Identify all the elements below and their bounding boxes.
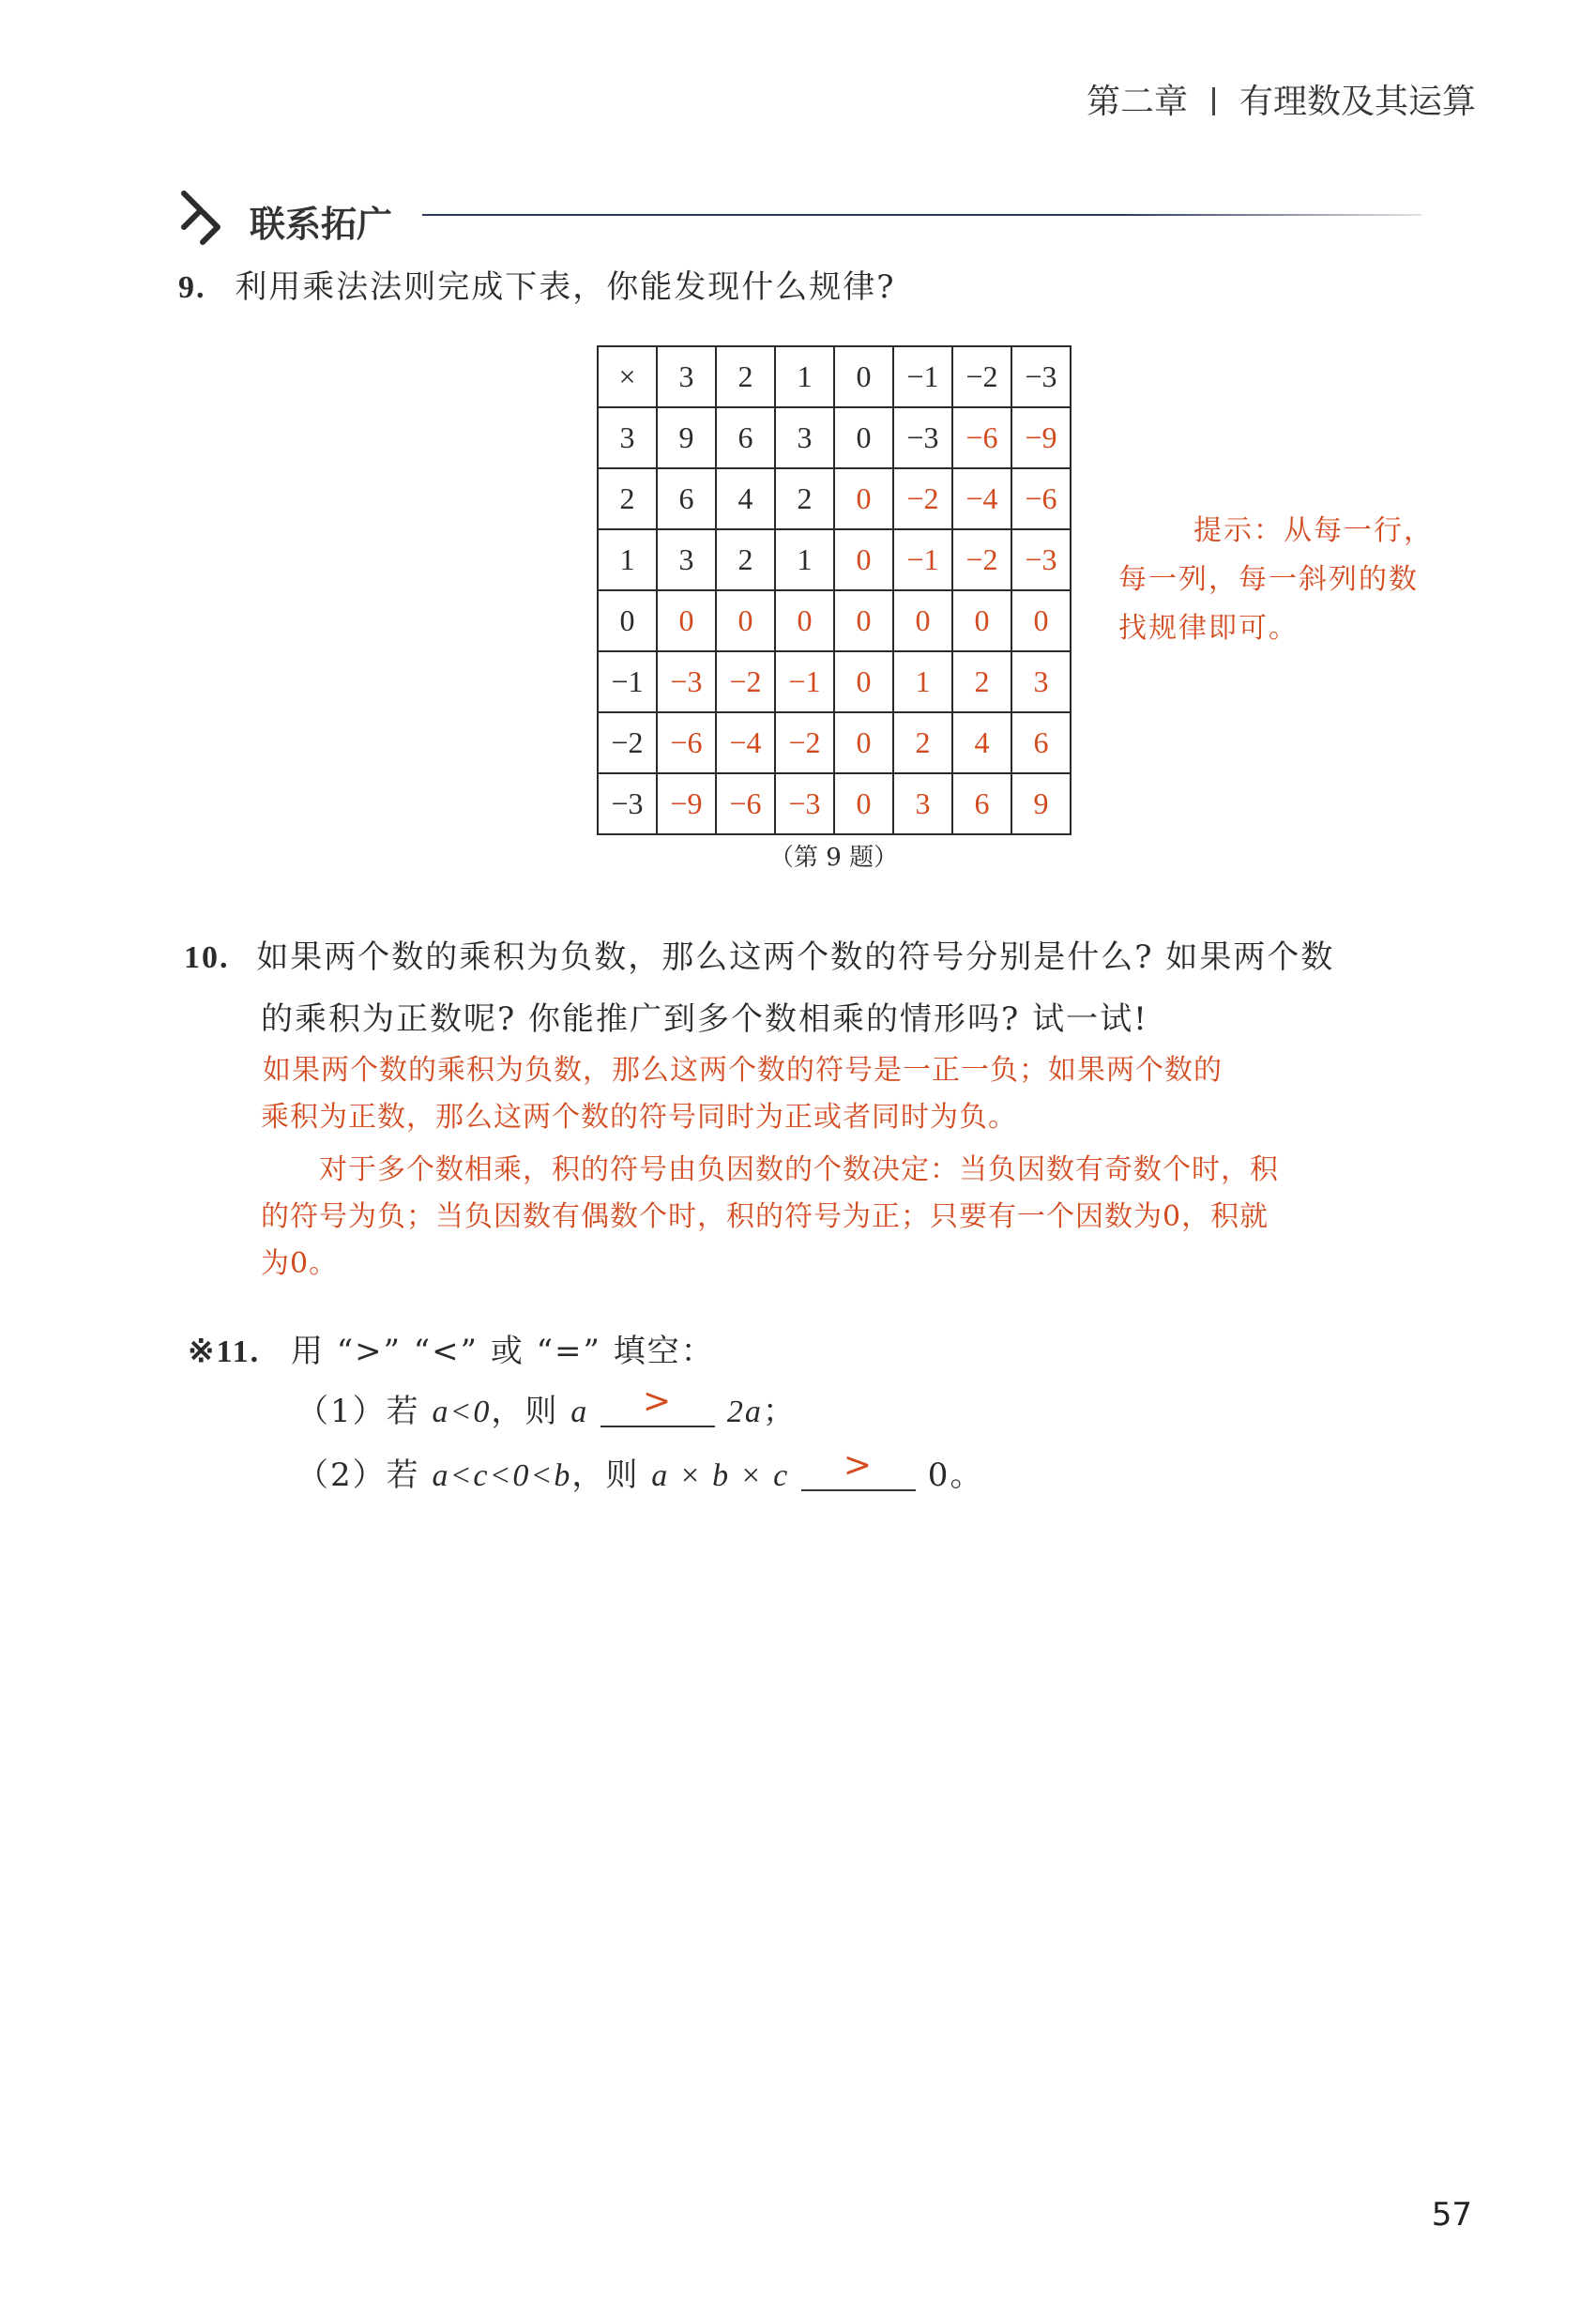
table-cell: 3 (657, 529, 716, 590)
answer-text: > (843, 1446, 874, 1485)
table-header-cell: 2 (598, 468, 657, 529)
table-cell: 0 (1011, 590, 1071, 651)
question-text: 如果两个数的乘积为负数，那么这两个数的符号分别是什么? 如果两个数 (256, 938, 1335, 976)
answer-blank[interactable] (801, 1446, 916, 1491)
question-11 (188, 1325, 715, 1371)
question-number: 9. (178, 270, 206, 305)
answer-line: 为0。 (261, 1247, 339, 1280)
table-cell: −3 (893, 407, 952, 468)
table-cell: 4 (716, 468, 775, 529)
table-header-cell: 1 (775, 346, 834, 407)
header-separator (1212, 87, 1215, 115)
item-label: （2）若 (296, 1457, 433, 1494)
question-9 (178, 261, 896, 307)
table-cell: −1 (893, 529, 952, 590)
table-cell: −6 (952, 407, 1011, 468)
question-text: 用 “>” “<” 或 “=” 填空： (290, 1333, 715, 1370)
answer-line: 对于多个数相乘，积的符号由负因数的个数决定：当负因数有奇数个时，积 (319, 1153, 1279, 1186)
table-cell: −6 (1011, 468, 1071, 529)
table-cell: 0 (657, 590, 716, 651)
table-header-cell: −1 (598, 651, 657, 712)
question-number: ※11. (188, 1335, 261, 1369)
table-cell: 3 (893, 773, 952, 834)
question-10 (184, 931, 1334, 977)
table-cell: −2 (893, 468, 952, 529)
table-cell: 3 (775, 407, 834, 468)
table-row (598, 712, 1071, 773)
answer-line: 乘积为正数，那么这两个数的符号同时为正或者同时为负。 (261, 1101, 1017, 1134)
table-cell: 2 (952, 651, 1011, 712)
table-header-cell: 2 (716, 346, 775, 407)
table-header-cell: 3 (657, 346, 716, 407)
table-row (598, 468, 1071, 529)
table-header-cell: 1 (598, 529, 657, 590)
table-cell: 4 (952, 712, 1011, 773)
table-cell: −1 (775, 651, 834, 712)
table-cell: 6 (657, 468, 716, 529)
table-cell: 0 (775, 590, 834, 651)
q11-item-2 (296, 1446, 984, 1495)
punctuation: ； (762, 1393, 797, 1430)
table-cell: 0 (834, 773, 893, 834)
table-cell: 0 (834, 468, 893, 529)
punctuation: 。 (950, 1457, 984, 1494)
table-cell: 2 (775, 468, 834, 529)
table-cell: −9 (1011, 407, 1071, 468)
answer-text: > (642, 1382, 674, 1421)
table-row (598, 651, 1071, 712)
table-cell: −4 (716, 712, 775, 773)
table-header-cell: 3 (598, 407, 657, 468)
section-title: 联系拓广 (250, 204, 393, 245)
table-cell: −3 (775, 773, 834, 834)
hint-line: 每一列，每一斜列的数 (1118, 563, 1419, 596)
section-heading (176, 186, 1424, 252)
table-cell: 3 (1011, 651, 1071, 712)
expression: a (570, 1395, 589, 1429)
table-cell: 9 (1011, 773, 1071, 834)
page-header (1087, 75, 1476, 123)
table-header-cell: 0 (598, 590, 657, 651)
table-cell: 0 (716, 590, 775, 651)
table-cell: 2 (716, 529, 775, 590)
table-header-row (598, 346, 1071, 407)
multiplication-table (597, 345, 1072, 835)
answer-blank[interactable] (600, 1382, 715, 1427)
answer-line: 如果两个数的乘积为负数，那么这两个数的符号是一正一负；如果两个数的 (263, 1054, 1223, 1087)
table-row (598, 407, 1071, 468)
page-number: 57 (1431, 2196, 1472, 2234)
table-cell: −6 (657, 712, 716, 773)
section-divider (422, 214, 1421, 216)
table-cell: −3 (1011, 529, 1071, 590)
table-row (598, 773, 1071, 834)
table-row (598, 529, 1071, 590)
answer-line: 的符号为负；当负因数有偶数个时，积的符号为正；只要有一个因数为0，积就 (261, 1200, 1269, 1233)
table-cell: −9 (657, 773, 716, 834)
table-cell: 0 (952, 590, 1011, 651)
hint-note (1118, 507, 1475, 653)
table-header-cell: × (598, 346, 657, 407)
item-text: ，则 (491, 1393, 571, 1430)
expression: 0 (927, 1457, 950, 1494)
table-cell: 0 (893, 590, 952, 651)
double-chevron-icon (176, 186, 244, 252)
hint-line: 找规律即可。 (1118, 612, 1299, 645)
table-cell: −2 (775, 712, 834, 773)
table-cell: −6 (716, 773, 775, 834)
table-cell: 0 (834, 529, 893, 590)
figure-caption: （第 9 题） (769, 844, 899, 872)
question-text-line-2: 的乘积为正数呢? 你能推广到多个数相乘的情形吗? 试一试! (261, 1000, 1148, 1038)
question-text: 利用乘法法则完成下表，你能发现什么规律? (235, 268, 896, 306)
question-number: 10. (184, 940, 230, 975)
table-cell: 6 (716, 407, 775, 468)
table-cell: −3 (657, 651, 716, 712)
table-cell: 1 (775, 529, 834, 590)
table-cell: −2 (952, 529, 1011, 590)
q11-item-1 (296, 1382, 797, 1431)
table-cell: 2 (893, 712, 952, 773)
chapter-title: 有理数及其运算 (1239, 83, 1476, 121)
expression: a × b × c (651, 1458, 790, 1493)
table-header-cell: −1 (893, 346, 952, 407)
hint-line: 提示：从每一行， (1193, 514, 1434, 547)
condition: a<0 (432, 1395, 492, 1429)
table-cell: −2 (716, 651, 775, 712)
condition: a<c<0<b (432, 1458, 572, 1493)
table-header-cell: −3 (598, 773, 657, 834)
chapter-label: 第二章 (1086, 83, 1188, 121)
table-header-cell: −2 (598, 712, 657, 773)
table-cell: 0 (834, 651, 893, 712)
table-cell: 0 (834, 712, 893, 773)
table-cell: 9 (657, 407, 716, 468)
item-text: ，则 (571, 1457, 652, 1494)
expression: 2a (726, 1395, 763, 1429)
table-cell: 6 (1011, 712, 1071, 773)
table-cell: 0 (834, 590, 893, 651)
table-header-cell: −2 (952, 346, 1011, 407)
table-cell: −4 (952, 468, 1011, 529)
table-cell: 0 (834, 407, 893, 468)
table-cell: 1 (893, 651, 952, 712)
item-label: （1）若 (296, 1393, 433, 1430)
table-row (598, 590, 1071, 651)
table-cell: 6 (952, 773, 1011, 834)
table-header-cell: −3 (1011, 346, 1071, 407)
table-header-cell: 0 (834, 346, 893, 407)
